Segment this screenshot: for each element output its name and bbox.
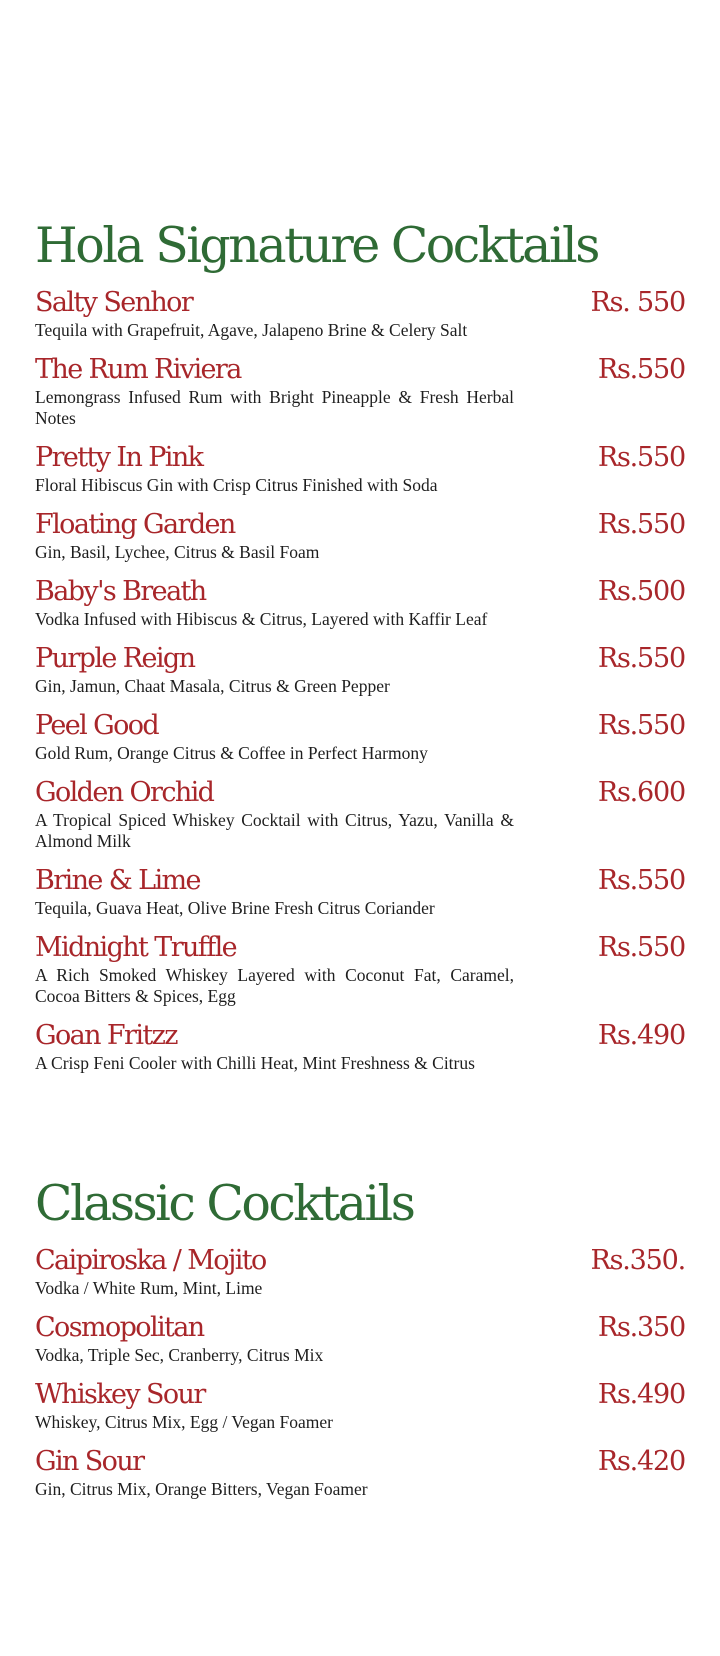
item-description: Gold Rum, Orange Citrus & Coffee in Perfect Harmony [35,743,428,763]
menu-item [0,1378,720,1433]
menu-item [0,1311,720,1366]
item-description: Tequila with Grapefruit, Agave, Jalapeno Brine & Celery Salt [35,320,468,340]
menu-item-header [0,508,720,542]
item-description: Floral Hibiscus Gin with Crisp Citrus Finished with Soda [35,475,438,495]
item-name: The Rum Riviera [35,354,241,385]
menu-item [0,709,720,764]
menu-item [0,642,720,697]
item-price: Rs.550 [597,710,685,741]
menu-item [0,353,720,429]
menu-item-header [0,1378,720,1412]
menu-item-header [0,931,720,965]
item-description: Tequila, Guava Heat, Olive Brine Fresh Citrus Coriander [35,898,435,918]
item-description: A Tropical Spiced Whiskey Cocktail with Citrus, Yazu, Vanilla & Almond Milk [35,810,514,851]
item-price: Rs.500 [597,576,685,607]
item-description: A Crisp Feni Cooler with Chilli Heat, Mint Freshness & Citrus [35,1053,475,1073]
menu-item-header [0,1019,720,1053]
section-title: Classic Cocktails [35,1175,414,1232]
item-price: Rs.550 [597,932,685,963]
menu-item-header [0,642,720,676]
menu-list [0,286,720,1074]
item-price: Rs.550 [597,354,685,385]
item-name: Peel Good [35,710,159,741]
item-name: Cosmopolitan [35,1312,204,1343]
menu-item [0,931,720,1007]
item-description: Gin, Citrus Mix, Orange Bitters, Vegan Foamer [35,1479,368,1499]
item-price: Rs.420 [597,1446,685,1477]
item-name: Pretty In Pink [35,442,203,473]
menu-item-header [0,1244,720,1278]
item-name: Baby's Breath [35,576,206,607]
item-price: Rs.550 [597,509,685,540]
item-description: Vodka / White Rum, Mint, Lime [35,1278,263,1298]
menu-item-header [0,286,720,320]
item-name: Midnight Truffle [35,932,236,963]
item-price: Rs.490 [597,1020,685,1051]
menu-item [0,864,720,919]
menu-item [0,1019,720,1074]
item-description: Gin, Basil, Lychee, Citrus & Basil Foam [35,542,320,562]
item-description: Lemongrass Infused Rum with Bright Pineapple & Fresh Herbal Notes [35,387,514,428]
menu-item-header [0,1445,720,1479]
item-name: Caipiroska / Mojito [35,1245,266,1276]
item-price: Rs.550 [597,865,685,896]
menu-item-header [0,776,720,810]
item-name: Purple Reign [35,643,195,674]
item-name: Floating Garden [35,509,235,540]
menu-item [0,508,720,563]
menu-item-header [0,441,720,475]
menu-item-header [0,864,720,898]
item-description: Gin, Jamun, Chaat Masala, Citrus & Green Pepper [35,676,390,696]
item-price: Rs.550 [597,442,685,473]
item-name: Goan Fritzz [35,1020,177,1051]
menu-item [0,441,720,496]
menu-item-header [0,709,720,743]
menu-item-header [0,1311,720,1345]
item-price: Rs.350 [597,1312,685,1343]
menu-item-header [0,353,720,387]
item-price: Rs.600 [597,777,685,808]
menu-item-header [0,575,720,609]
menu-item [0,575,720,630]
menu-list [0,1244,720,1500]
item-price: Rs.350. [590,1245,685,1276]
item-name: Whiskey Sour [35,1379,205,1410]
menu-item [0,776,720,852]
item-price: Rs.550 [597,643,685,674]
item-name: Golden Orchid [35,777,214,808]
item-description: Whiskey, Citrus Mix, Egg / Vegan Foamer [35,1412,333,1432]
item-name: Gin Sour [35,1446,144,1477]
item-price: Rs.490 [597,1379,685,1410]
item-name: Brine & Lime [35,865,200,896]
item-description: Vodka, Triple Sec, Cranberry, Citrus Mix [35,1345,324,1365]
section-title: Hola Signature Cocktails [35,217,598,274]
menu-item [0,1445,720,1500]
item-price: Rs. 550 [590,287,685,318]
menu-item [0,286,720,341]
item-name: Salty Senhor [35,287,193,318]
item-description: A Rich Smoked Whiskey Layered with Coconut Fat, Caramel, Cocoa Bitters & Spices, Egg [35,965,514,1006]
menu-item [0,1244,720,1299]
item-description: Vodka Infused with Hibiscus & Citrus, Layered with Kaffir Leaf [35,609,488,629]
